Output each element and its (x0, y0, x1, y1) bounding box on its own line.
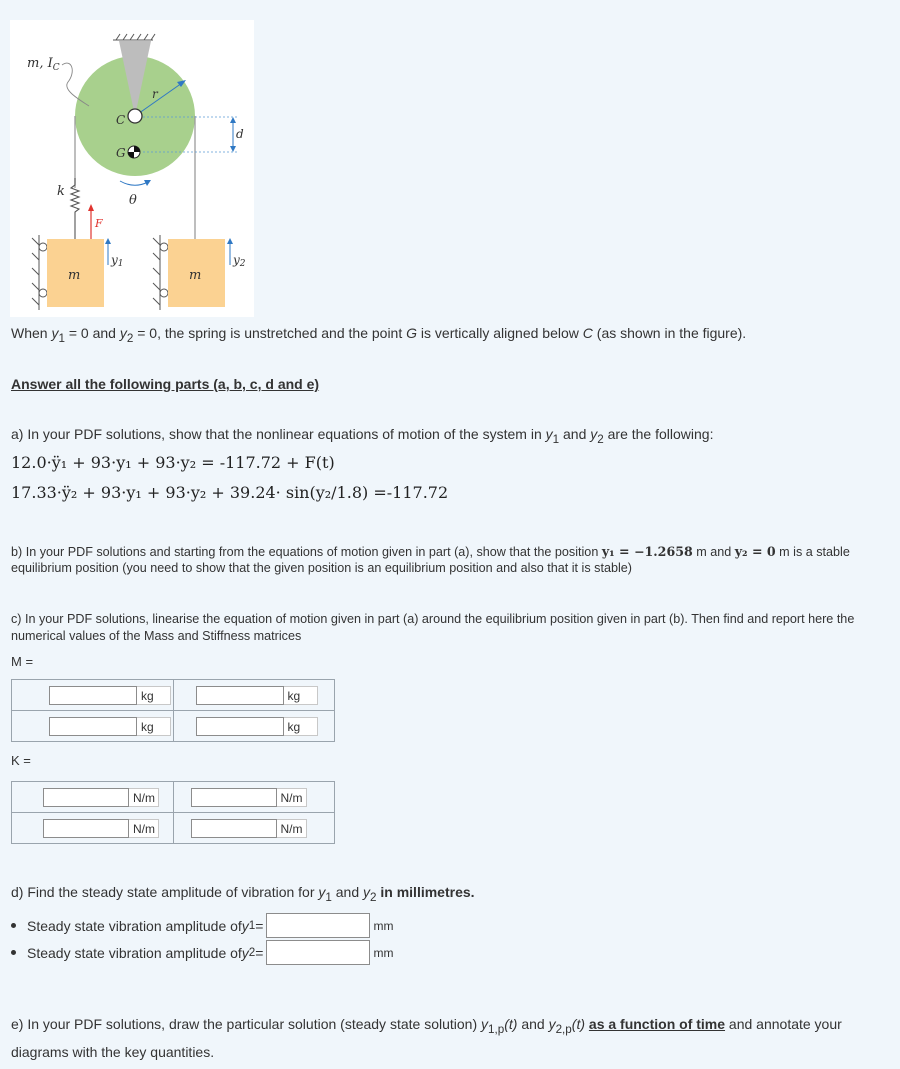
stiffness-matrix-table (11, 781, 335, 844)
bullet-icon (11, 950, 16, 955)
amplitude-y2-input[interactable] (266, 940, 370, 965)
f-label: F (95, 217, 103, 230)
point-c (128, 109, 142, 123)
mm-unit: mm (373, 918, 394, 933)
stiffness-matrix-label: K = (11, 753, 31, 768)
point-g (128, 146, 140, 158)
part-b-question: b) In your PDF solutions and starting from the equations of motion given in part (a), show that the position y₁ = −1.2658 m and y₂ = 0 m is a stable equilibrium position (you need to show that the given position is an equilibrium position and also that it is stable) (11, 544, 850, 575)
mass-matrix-m12-input[interactable] (196, 686, 284, 705)
kg-unit: kg (284, 717, 318, 736)
amplitude-y2-row: Steady state vibration amplitude of y 2 = mm (11, 940, 401, 965)
system-diagram (10, 20, 254, 317)
theta-label: θ (129, 193, 137, 208)
part-a-question: a) In your PDF solutions, show that the nonlinear equations of motion of the system in $y_1$ and $y_2$ are the following: (11, 426, 714, 446)
equation-2: 17.33·ÿ₂ + 93·y₁ + 93·y₂ + 39.24· sin(y₂/1.8) =-117.72 (11, 483, 449, 502)
stiffness-matrix-k11-input[interactable] (43, 788, 129, 807)
intro-text: When $y_1 = 0$ and $y_2 = 0$, the spring is unstretched and the point G is vertically aligned below C (as shown in the figure). (11, 325, 747, 345)
y2-label: y2 (233, 253, 246, 269)
kg-unit: kg (284, 686, 318, 705)
kg-unit: kg (137, 686, 171, 705)
y1-label: y1 (111, 253, 124, 269)
mass-matrix-m21-input[interactable] (49, 717, 137, 736)
nm-unit: N/m (277, 819, 307, 838)
nm-unit: N/m (277, 788, 307, 807)
equation-1: 12.0·ÿ₁ + 93·y₁ + 93·y₂ = -117.72 + F(t) (11, 453, 335, 472)
g-label: G (116, 146, 126, 160)
nm-unit: N/m (129, 788, 159, 807)
nm-unit: N/m (129, 819, 159, 838)
d-label: d (236, 127, 244, 141)
left-mass-label: m (68, 268, 81, 283)
system-figure (10, 20, 254, 317)
part-c-question: c) In your PDF solutions, linearise the equation of motion given in part (a) around the equilibrium position given in part (b). Then find and report here the numerical values of the Mass and Stiffness matrices (11, 612, 855, 643)
mass-matrix-m22-input[interactable] (196, 717, 284, 736)
mass-matrix-m11-input[interactable] (49, 686, 137, 705)
mm-unit: mm (373, 945, 394, 960)
amplitude-y1-row: Steady state vibration amplitude of y 1 = mm (11, 913, 401, 938)
mass-matrix-table (11, 679, 335, 742)
kg-unit: kg (137, 717, 171, 736)
stiffness-matrix-k21-input[interactable] (43, 819, 129, 838)
right-mass-label: m (189, 268, 202, 283)
c-label: C (116, 113, 126, 127)
k-label: k (57, 184, 65, 199)
mass-matrix-label: M = (11, 654, 34, 669)
left-wall (32, 235, 39, 310)
middle-wall (153, 235, 160, 310)
answer-all-heading: Answer all the following parts (a, b, c, d and e) (11, 376, 320, 392)
bullet-icon (11, 923, 16, 928)
m-ic-label: m, $I_C$ (27, 56, 60, 73)
amplitude-y1-input[interactable] (266, 913, 370, 938)
r-label: r (152, 87, 158, 101)
ceiling-hatch (113, 34, 155, 40)
part-e-question: e) In your PDF solutions, draw the particular solution (steady state solution) $y_{1,p}(t)$ and $y_{2,p}(t)$ as a function of time and annotate your diagrams with the key quantities. (11, 1016, 842, 1060)
stiffness-matrix-k22-input[interactable] (191, 819, 277, 838)
part-d-question: d) Find the steady state amplitude of vibration for $y_1$ and $y_2$ in millimetres. (11, 884, 475, 904)
stiffness-matrix-k12-input[interactable] (191, 788, 277, 807)
